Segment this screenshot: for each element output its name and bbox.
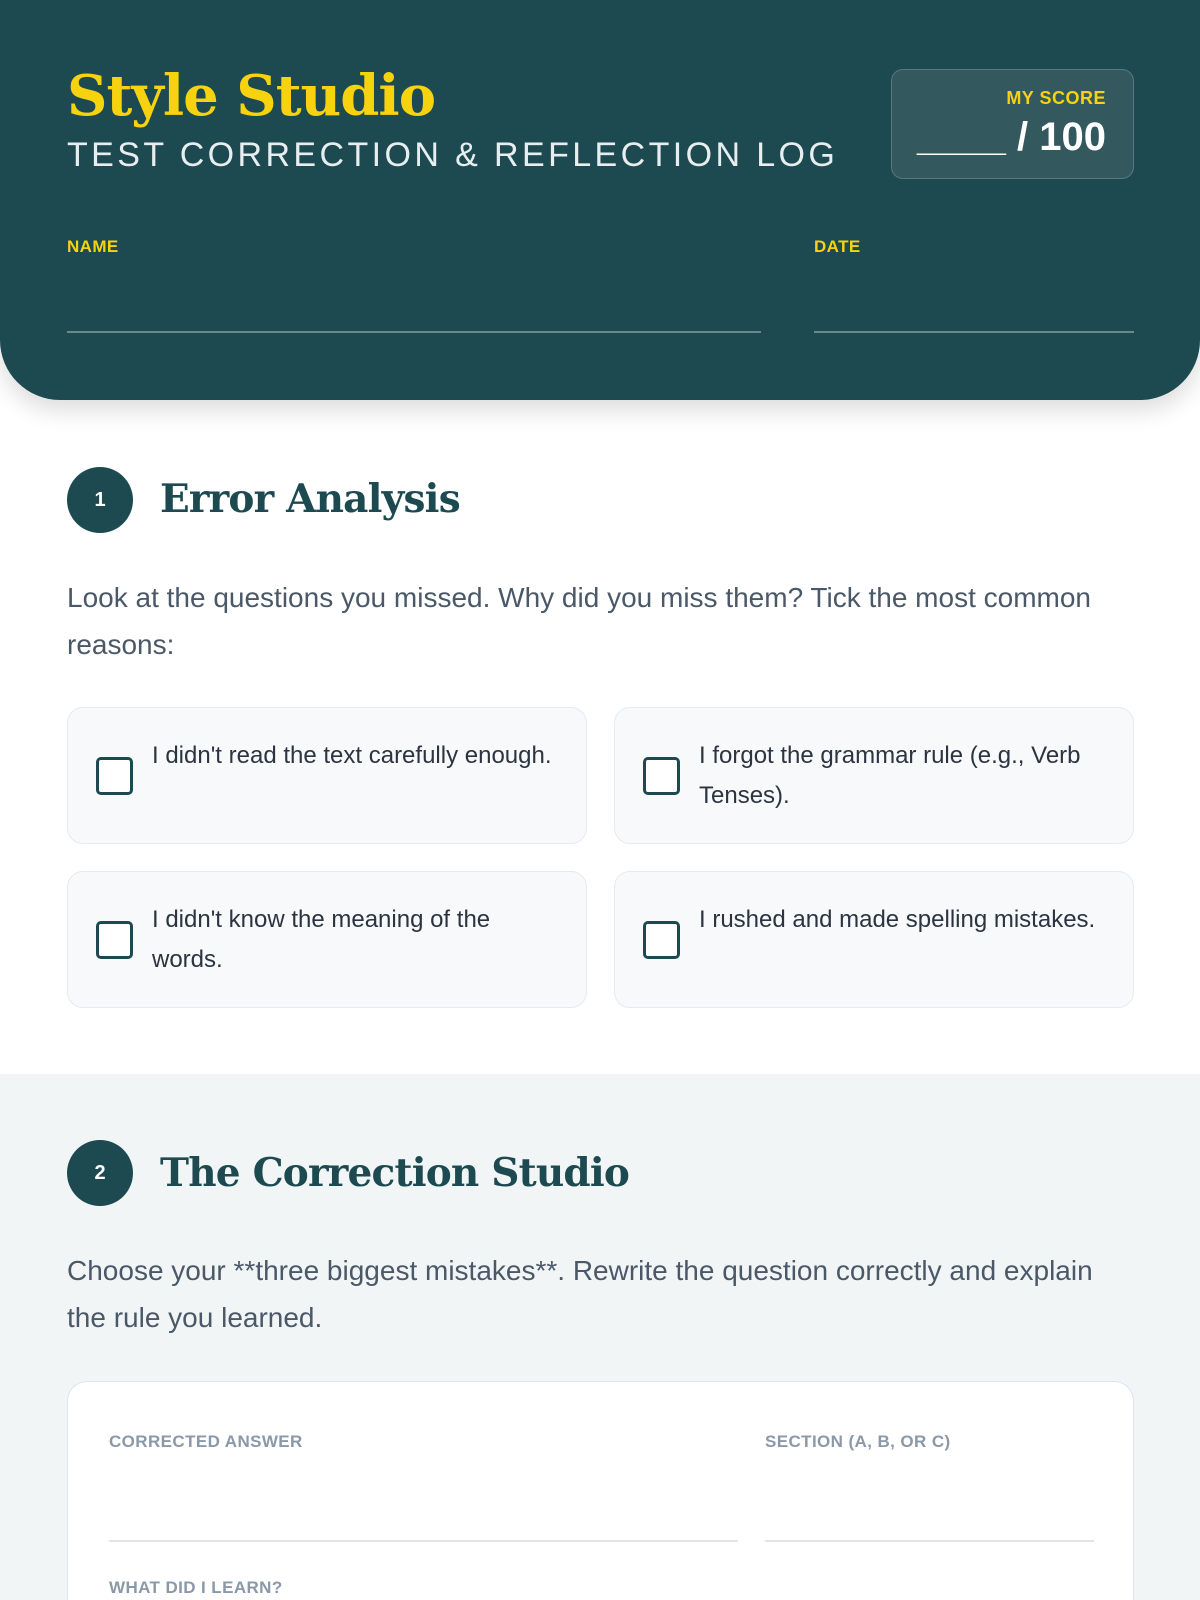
reason-option[interactable] — [614, 707, 1134, 844]
name-label: NAME — [67, 237, 119, 256]
score-label: MY SCORE — [1006, 88, 1106, 108]
app-subtitle: TEST CORRECTION & REFLECTION LOG — [67, 136, 839, 174]
section1-intro: Look at the questions you missed. Why did you miss them? Tick the most common reasons: — [67, 582, 1091, 660]
correction-card — [67, 1381, 1134, 1600]
reason-option[interactable] — [67, 871, 587, 1008]
reason-option[interactable] — [67, 707, 587, 844]
checkbox[interactable] — [96, 757, 133, 795]
section-label: SECTION (A, B, OR C) — [765, 1432, 951, 1451]
reason-label: I rushed and made spelling mistakes. — [699, 906, 1096, 933]
app-title: Style Studio — [67, 63, 436, 129]
reason-label: I didn't know the meaning of the words. — [152, 906, 491, 973]
what-did-i-learn-label: WHAT DID I LEARN? — [109, 1578, 283, 1597]
header-banner — [0, 0, 1200, 400]
corrected-answer-label: CORRECTED ANSWER — [109, 1432, 303, 1451]
corrected-answer-field[interactable] — [109, 1540, 738, 1542]
score-value[interactable]: ____ / 100 — [916, 115, 1106, 159]
step-badge-2: 2 — [67, 1140, 133, 1206]
step-badge-1: 1 — [67, 467, 133, 533]
checkbox[interactable] — [643, 921, 680, 959]
reason-label: I forgot the grammar rule (e.g., Verb Tenses). — [699, 742, 1081, 809]
checkbox[interactable] — [643, 757, 680, 795]
reason-option[interactable] — [614, 871, 1134, 1008]
reason-label: I didn't read the text carefully enough. — [152, 742, 552, 769]
section-title-correction-studio: The Correction Studio — [160, 1150, 630, 1196]
date-field[interactable] — [814, 331, 1134, 333]
section2-intro: Choose your **three biggest mistakes**. Rewrite the question correctly and explain the rule you learned. — [67, 1255, 1093, 1333]
checkbox[interactable] — [96, 921, 133, 959]
section-title-error-analysis: Error Analysis — [160, 476, 460, 522]
name-field[interactable] — [67, 331, 761, 333]
date-label: DATE — [814, 237, 861, 256]
section-field[interactable] — [765, 1540, 1094, 1542]
score-box — [891, 69, 1134, 179]
